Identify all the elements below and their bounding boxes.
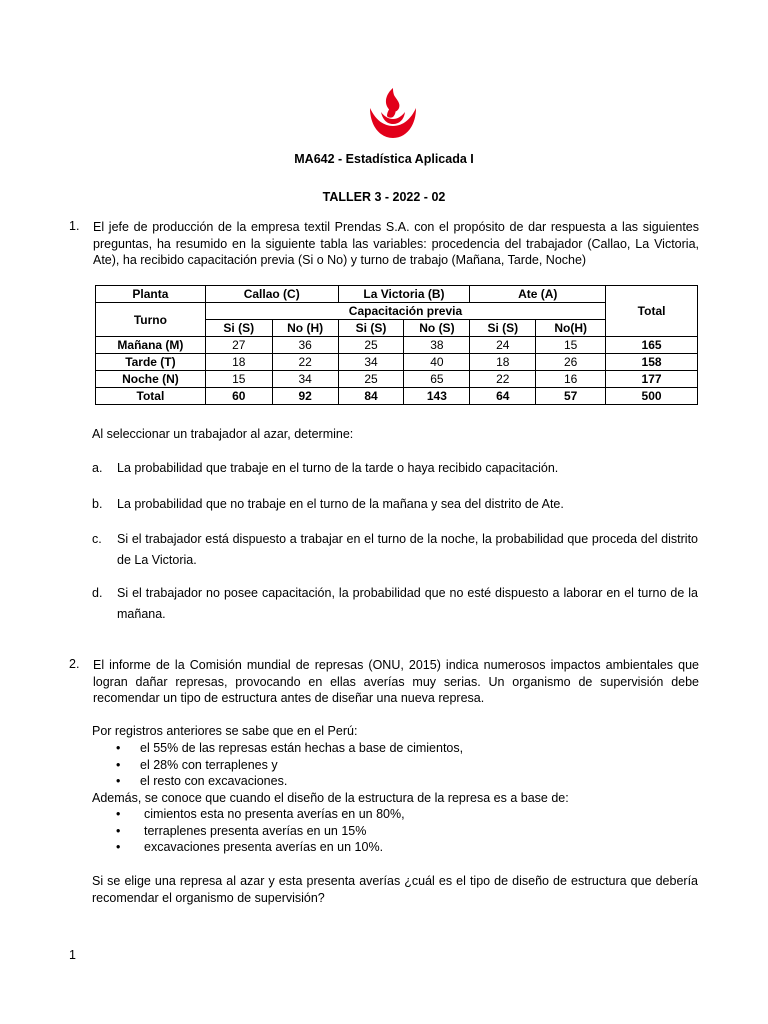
- table-cell: 16: [536, 371, 606, 388]
- table-cell: 18: [470, 354, 536, 371]
- row-label: Noche (N): [96, 371, 206, 388]
- university-logo: [366, 86, 420, 140]
- workshop-title: TALLER 3 - 2022 - 02: [322, 190, 446, 204]
- table-row-total: [96, 388, 698, 405]
- table-cell: 25: [338, 371, 404, 388]
- list-item: • cimientos esta no presenta averías en un 80%,: [92, 806, 698, 823]
- table-row: [96, 371, 698, 388]
- row-label: Tarde (T): [96, 354, 206, 371]
- header-turno: Turno: [96, 303, 206, 337]
- table-cell: 36: [272, 337, 338, 354]
- header-plant-callao: Callao (C): [205, 286, 338, 303]
- question-text: El informe de la Comisión mundial de represas (ONU, 2015) indica numerosos impactos ambientales que logran dañar represas, provocando en ellas averías muy serias. Un organismo de supervisión debe recomendar un tipo de estructura antes de diseñar una nueva represa.: [93, 658, 699, 705]
- question-1: [69, 219, 699, 269]
- subheader-cell: No (S): [404, 320, 470, 337]
- subheader-cell: Si (S): [470, 320, 536, 337]
- header-plant-victoria: La Victoria (B): [338, 286, 470, 303]
- table-cell: 40: [404, 354, 470, 371]
- list-item: • el 28% con terraplenes y: [92, 757, 698, 774]
- list-item: • el 55% de las represas están hechas a base de cimientos,: [92, 740, 698, 757]
- sub-letter: a.: [92, 461, 103, 475]
- page-number: 1: [69, 948, 76, 962]
- table-cell: 26: [536, 354, 606, 371]
- row-total: 165: [606, 337, 698, 354]
- table-cell: 15: [205, 371, 272, 388]
- question-intro: Al seleccionar un trabajador al azar, determine:: [92, 427, 354, 441]
- table-cell: 34: [338, 354, 404, 371]
- header-total: Total: [606, 286, 698, 337]
- header-plant-ate: Ate (A): [470, 286, 606, 303]
- sub-question-c: [92, 529, 698, 571]
- table-cell: 27: [205, 337, 272, 354]
- header-planta: Planta: [96, 286, 206, 303]
- question-2: [69, 657, 699, 707]
- sub-question-d: [92, 583, 698, 625]
- subheader-cell: No(H): [536, 320, 606, 337]
- table-cell: 38: [404, 337, 470, 354]
- header-capacitacion: Capacitación previa: [205, 303, 605, 320]
- sub-text: Si el trabajador no posee capacitación, la probabilidad que no esté dispuesto a laborar en el turno de la mañana.: [117, 586, 698, 621]
- list-item: • el resto con excavaciones.: [92, 773, 698, 790]
- row-total: 177: [606, 371, 698, 388]
- sub-letter: d.: [92, 586, 103, 600]
- table-cell: 84: [338, 388, 404, 405]
- records-list: [92, 740, 698, 790]
- table-cell: 22: [272, 354, 338, 371]
- table-cell: 24: [470, 337, 536, 354]
- subheader-cell: Si (S): [205, 320, 272, 337]
- table-cell: 22: [470, 371, 536, 388]
- table-cell: 25: [338, 337, 404, 354]
- table-cell: 92: [272, 388, 338, 405]
- table-cell: 18: [205, 354, 272, 371]
- question-text: El jefe de producción de la empresa textil Prendas S.A. con el propósito de dar respuesta a las siguientes preguntas, ha resumido en la siguiente tabla las variables: procedencia del trabajador (Callao, La Victoria, Ate), ha recibido capacitación previa (Si o No) y turno de trabajo (Mañana, Tarde, Noche): [93, 220, 699, 267]
- table-row: [96, 337, 698, 354]
- subheader-cell: No (H): [272, 320, 338, 337]
- row-total: 158: [606, 354, 698, 371]
- sub-text: La probabilidad que no trabaje en el turno de la mañana y sea del distrito de Ate.: [117, 497, 564, 511]
- sub-letter: b.: [92, 497, 103, 511]
- sub-question-b: [92, 494, 698, 515]
- subheader-cell: Si (S): [338, 320, 404, 337]
- data-table: [95, 285, 698, 405]
- table-cell: 143: [404, 388, 470, 405]
- table-cell: 34: [272, 371, 338, 388]
- question-number: 2.: [69, 657, 80, 671]
- sub-text: Si el trabajador está dispuesto a trabajar en el turno de la noche, la probabilidad que proceda del distrito de La Victoria.: [117, 532, 698, 567]
- table-cell: 57: [536, 388, 606, 405]
- question-2-ask: Si se elige una represa al azar y esta presenta averías ¿cuál es el tipo de diseño de estructura que debería recomendar el organismo de supervisión?: [92, 874, 698, 905]
- table-cell: 15: [536, 337, 606, 354]
- design-list: [92, 806, 698, 856]
- table-cell: 60: [205, 388, 272, 405]
- list-item: • terraplenes presenta averías en un 15%: [92, 823, 698, 840]
- grand-total: 500: [606, 388, 698, 405]
- row-label: Mañana (M): [96, 337, 206, 354]
- design-intro: Además, se conoce que cuando el diseño de la estructura de la represa es a base de:: [92, 791, 569, 805]
- sub-question-a: [92, 458, 698, 479]
- question-number: 1.: [69, 219, 80, 233]
- sub-letter: c.: [92, 532, 102, 546]
- table-cell: 65: [404, 371, 470, 388]
- table-row: [96, 354, 698, 371]
- table-cell: 64: [470, 388, 536, 405]
- records-intro: Por registros anteriores se sabe que en el Perú:: [92, 724, 358, 738]
- list-item: • excavaciones presenta averías en un 10%.: [92, 839, 698, 856]
- row-label: Total: [96, 388, 206, 405]
- course-title: MA642 - Estadística Aplicada I: [294, 152, 474, 166]
- sub-text: La probabilidad que trabaje en el turno de la tarde o haya recibido capacitación.: [117, 461, 559, 475]
